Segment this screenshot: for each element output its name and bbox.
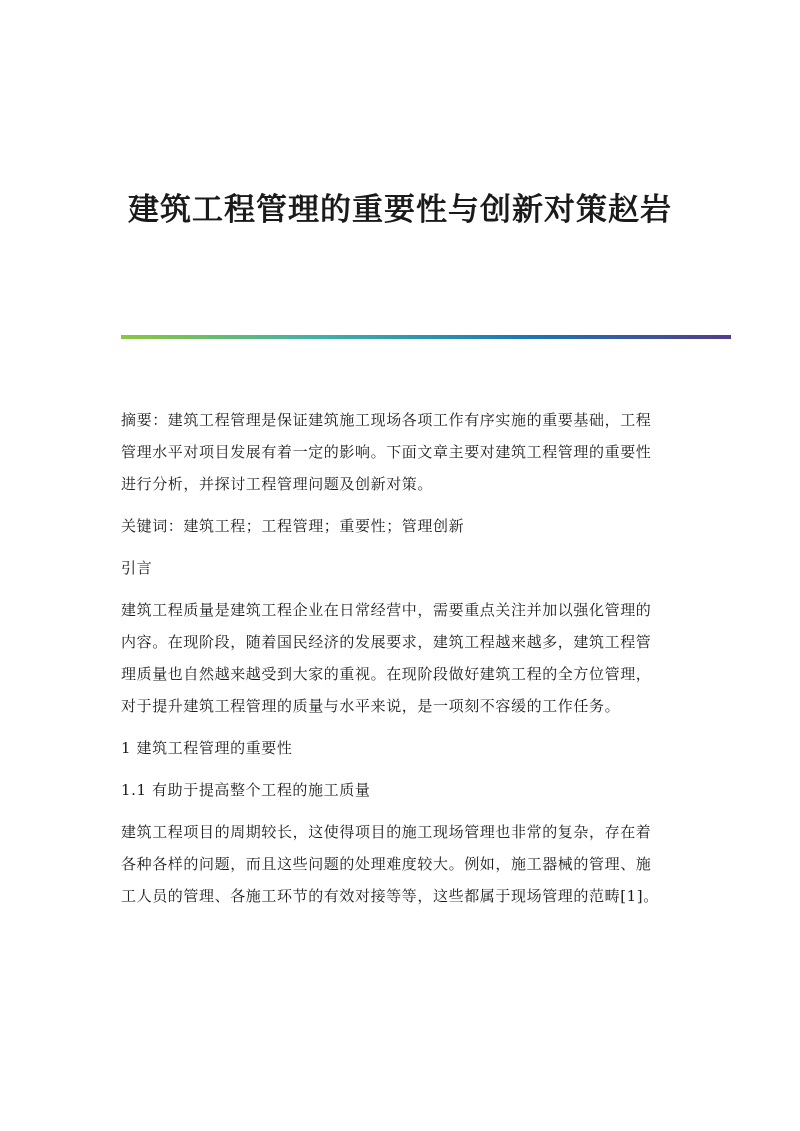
abstract-line: 摘要：建筑工程管理是保证建筑施工现场各项工作有序实施的重要基础，工程 — [121, 411, 652, 429]
document-title: 建筑工程管理的重要性与创新对策赵岩 — [128, 192, 672, 228]
document-body — [121, 404, 683, 912]
abstract-line: 进行分析，并探讨工程管理问题及创新对策。 — [121, 475, 434, 493]
intro-heading: 引言 — [121, 559, 153, 577]
subsection-heading: 1.1 有助于提高整个工程的施工质量 — [121, 781, 371, 799]
intro-line: 对于提升建筑工程管理的质量与水平来说，是一项刻不容缓的工作任务。 — [121, 697, 621, 715]
abstract-line: 管理水平对项目发展有着一定的影响。下面文章主要对建筑工程管理的重要性 — [121, 443, 652, 461]
intro-line: 内容。在现阶段，随着国民经济的发展要求，建筑工程越来越多，建筑工程管 — [121, 633, 652, 651]
section-body-line: 各种各样的问题，而且这些问题的处理难度较大。例如，施工器械的管理、施 — [121, 855, 652, 873]
keywords: 关键词：建筑工程；工程管理；重要性；管理创新 — [121, 517, 465, 535]
section-body-line: 建筑工程项目的周期较长，这使得项目的施工现场管理也非常的复杂，存在着 — [121, 823, 652, 841]
section-body-line: 工人员的管理、各施工环节的有效对接等等，这些都属于现场管理的范畴[1]。 — [121, 887, 659, 905]
intro-line: 建筑工程质量是建筑工程企业在日常经营中，需要重点关注并加以强化管理的 — [121, 601, 652, 619]
section-heading: 1 建筑工程管理的重要性 — [121, 739, 293, 757]
intro-line: 理质量也自然越来越受到大家的重视。在现阶段做好建筑工程的全方位管理， — [121, 665, 652, 683]
title-divider — [121, 335, 731, 339]
